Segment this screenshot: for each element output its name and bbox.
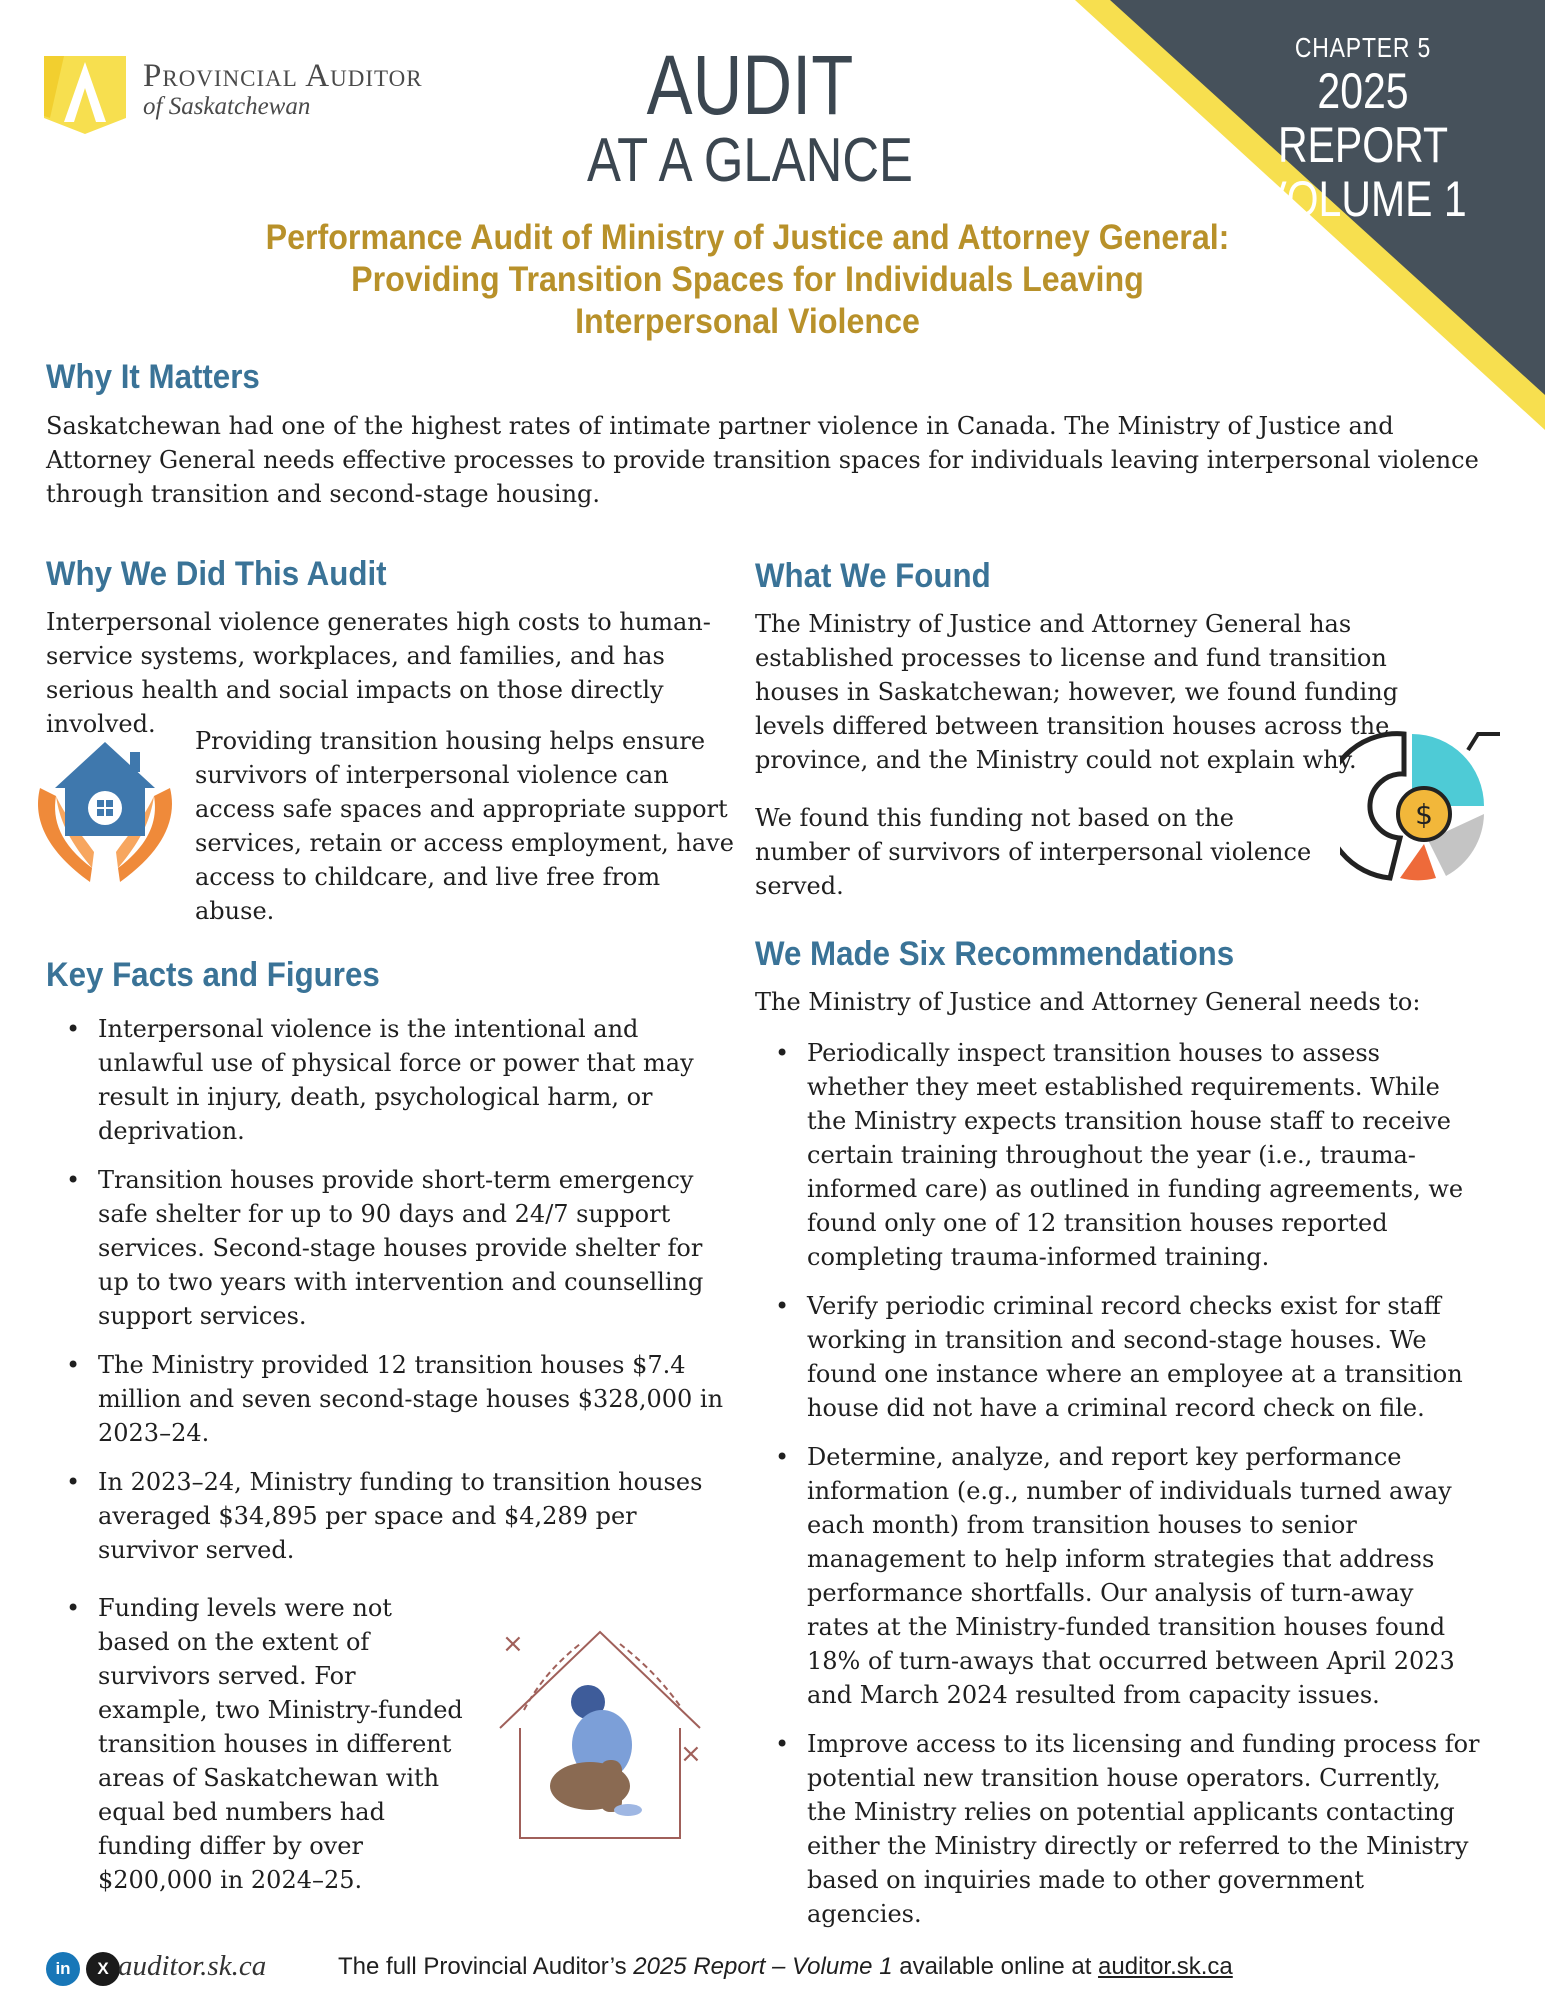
logo-name: Provincial Auditor [143, 58, 423, 94]
report-year: 2025 REPORT [1277, 63, 1449, 173]
svg-text:×: × [680, 1739, 702, 1769]
logo-wordmark [143, 58, 423, 121]
why-audit-heading: Why We Did This Audit [46, 555, 387, 593]
key-facts-list [46, 1012, 726, 1582]
page-title: AUDIT [646, 38, 854, 132]
list-item: • Determine, analyze, and report key performance information (e.g., number of individuals turned away each month) from transition houses to senior management to help inform strategies that address performance shortfalls. Our analysis of turn-away rates at the Ministry-funded transition houses found 18% of turn-aways that occurred between April 2023 and March 2024 resulted from capacity issues. [755, 1440, 1480, 1712]
list-item: • Interpersonal violence is the intentional and unlawful use of physical force or power that may result in injury, death, psychological harm, or deprivation. [46, 1012, 726, 1148]
linkedin-icon[interactable]: in [46, 1952, 80, 1986]
subtitle-line: Providing Transition Spaces for Individuals Leaving [351, 260, 1144, 299]
list-item: • In 2023–24, Ministry funding to transition houses averaged $34,895 per space and $4,289 per survivor served. [46, 1465, 726, 1567]
house-in-hands-icon [30, 740, 180, 890]
subtitle-line: Performance Audit of Ministry of Justice and Attorney General: [265, 218, 1230, 257]
svg-text:$: $ [1415, 798, 1433, 831]
list-item: • Improve access to its licensing and funding process for potential new transition house operators. Currently, the Ministry relies on potential applicants contacting either the Ministry directly or referred to the Ministry based on inquiries made to other government agencies. [755, 1727, 1480, 1931]
found-heading: What We Found [755, 557, 991, 595]
why-matters-heading: Why It Matters [46, 358, 260, 396]
why-matters-text: Saskatchewan had one of the highest rates of intimate partner violence in Canada. The Ministry of Justice and Attorney General needs effective processes to provide transition spaces for individuals leaving interpersonal violence through transition and second-stage housing. [46, 412, 1479, 508]
key-facts-list-last [46, 1591, 466, 1912]
key-facts-heading: Key Facts and Figures [46, 956, 380, 994]
logo-subname: of Saskatchewan [143, 93, 311, 120]
recs-heading: We Made Six Recommendations [755, 935, 1235, 973]
svg-text:×: × [502, 1629, 524, 1659]
list-item: • Periodically inspect transition houses to assess whether they meet established requirements. While the Ministry expects transition house staff to receive certain training throughout the year (i.e., trauma-informed care) as outlined in funding agreements, we found only one of 12 transition houses reported completing trauma-informed training. [755, 1036, 1480, 1274]
footer-text-report: 2025 Report – Volume 1 [633, 1953, 893, 1980]
chapter-number: CHAPTER 5 [1294, 32, 1432, 63]
recs-list [755, 1036, 1480, 1946]
why-audit-text: Interpersonal violence generates high costs to human-service systems, workplaces, and families, and has serious health and social impacts on those directly involved. [46, 608, 711, 738]
footer-note [338, 1953, 1233, 1981]
found-text: The Ministry of Justice and Attorney General has established processes to license and fund transition houses in Saskatchewan; however, we found funding levels differed between transition houses across the province, and the Ministry could not explain why. [755, 610, 1399, 774]
chapter-label [1223, 32, 1503, 226]
footer-text-mid: available online at [892, 1953, 1099, 1980]
found-text-2: We found this funding not based on the number of survivors of interpersonal violence served. [755, 804, 1312, 900]
funding-pie-chart-icon [1340, 728, 1510, 888]
list-item: • Verify periodic criminal record checks exist for staff working in transition and second-stage houses. We found one instance where an employee at a transition house did not have a criminal record check on file. [755, 1289, 1480, 1425]
recs-intro: The Ministry of Justice and Attorney General needs to: [755, 988, 1421, 1016]
x-icon[interactable]: X [86, 1952, 120, 1986]
person-in-house-illustration [480, 1610, 720, 1840]
list-item: • Transition houses provide short-term emergency safe shelter for up to 90 days and 24/7 support services. Second-stage houses provide shelter for up to two years with intervention and counselling support services. [46, 1163, 726, 1333]
why-audit-text-2: Providing transition housing helps ensure survivors of interpersonal violence can access safe spaces and appropriate support services, retain or access employment, have access to childcare, and live free from abuse. [195, 727, 734, 925]
footer-text-pre: The full Provincial Auditor’s [338, 1953, 634, 1980]
footer-report-link[interactable]: auditor.sk.ca [1098, 1953, 1233, 1980]
list-item: • Funding levels were not based on the extent of survivors served. For example, two Ministry-funded transition houses in different areas of Saskatchewan with equal bed numbers had funding differ by over $200,000 in 2024–25. [46, 1591, 466, 1897]
auditor-logo-icon [44, 56, 126, 134]
footer-url-link[interactable]: auditor.sk.ca [118, 1950, 267, 1982]
list-item: • The Ministry provided 12 transition houses $7.4 million and seven second-stage houses $328,000 in 2023–24. [46, 1348, 726, 1450]
report-subtitle [200, 217, 1295, 343]
report-volume: VOLUME 1 [1259, 171, 1467, 227]
page-title-sub: AT A GLANCE [587, 126, 913, 195]
subtitle-line: Interpersonal Violence [575, 302, 920, 341]
